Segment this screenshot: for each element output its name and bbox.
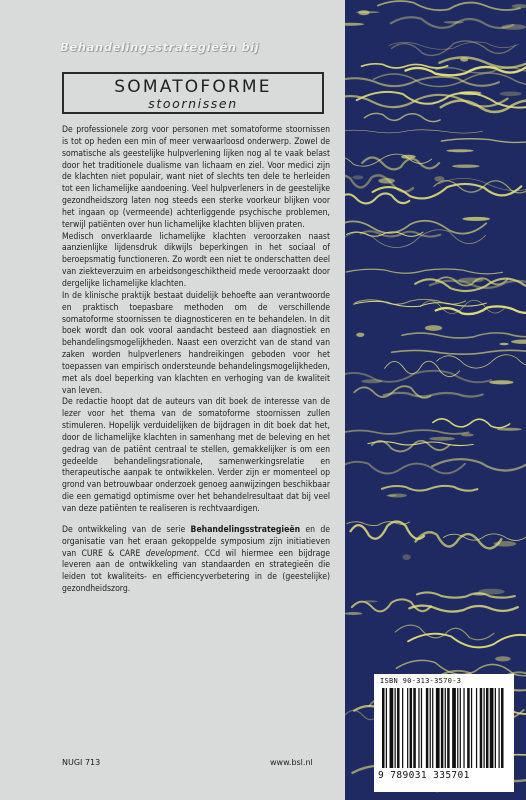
nugi-code: NUGI 713 <box>62 758 101 767</box>
title-box <box>62 72 324 114</box>
barcode-icon <box>382 688 506 770</box>
book-subtitle: stoornissen <box>148 96 238 111</box>
blurb-paragraph-5: De ontwikkeling van de serie Behandelingsstrategieën en de organisatie van het eraan gekoppelde symposium zijn initiatieven van CURE & CARE development. CCd wil hiermee een bijdrage leveren aan de ontwikkeling van standaarden en strategieën die leiden tot kwaliteits- en efficiencyverbetering in de (geestelijke) gezondheidszorg. <box>62 524 330 595</box>
development-word: development <box>145 548 197 559</box>
blurb-paragraph-1: De professionele zorg voor personen met somatoforme stoornissen is tot op heden een min of meer verwaarloosd onderwerp. Zowel de somatische als geestelijke hulpverlening lijken nog al te vaak belast door het traditionele dualisme van lichaam en ziel. Voor medici zijn de klachten niet populair, want niet of slechts ten dele te herleiden tot een lichamelijke aandoening. Veel hulpverleners in de geestelijke gezondheidszorg laten nog steeds een sterke voorkeur blijken voor het ingaan op (vermeende) achterliggende psychische problemen, terwijl patiënten over hun lichamelijke klachten blijven praten. <box>62 125 330 230</box>
blurb-paragraph-2: Medisch onverklaarde lichamelijke klachten veroorzaken naast aanzienlijke lijdensdruk dikwijls beperkingen in het sociaal of beroepsmatig functioneren. Zo wordt een niet te onderschatten deel van ziekteverzuim en arbeidsongeschiktheid mede veroorzaakt door dergelijke lichamelijke klachten. <box>62 231 330 289</box>
series-name: Behandelingsstrategieën <box>190 524 301 535</box>
blurb-text <box>62 125 330 596</box>
series-title: Behandelingsstrategieën bij <box>60 40 260 54</box>
isbn-number: ISBN 90-313-3570-3 <box>380 677 462 685</box>
publisher-website: www.bsl.nl <box>270 758 313 767</box>
book-title: SOMATOFORME <box>114 77 272 97</box>
blurb-paragraph-3: In de klinische praktijk bestaat duidelijk behoefte aan verantwoorde en praktisch toepasbare methoden om de verschillende somatoforme stoornissen te diagnosticeren en te behandelen. In dit boek wordt dan ook vooral aandacht besteed aan diagnostiek en behandelingsmogelijkheden. Naast een overzicht van de stand van zaken worden hulpverleners handreikingen geboden voor het toepassen van empirisch ondersteunde behandelingsmogelijkheden, met als doel beperking van klachten en verhoging van de kwaliteit van leven. <box>62 290 330 396</box>
blurb-paragraph-4: De redactie hoopt dat de auteurs van dit boek de interesse van de lezer voor het thema van de somatoforme stoornissen zullen stimuleren. Hopelijk verduidelijken de bijdragen in dit boek dat het, door de lichamelijke klachten in samenhang met de beleving en het gedrag van de patiënt centraal te stellen, gemakkelijker is om een gedeelde behandelingsrationale, samenwerkingsrelatie en therapeutische aanpak te ontwikkelen. Verder zijn er momenteel op grond van betrouwbaar onderzoek genoeg aanwijzingen beschikbaar die een gematigd optimisme over het behandelresultaat dat bij veel van deze patiënten te realiseren is rechtvaardigen. <box>62 397 330 514</box>
barcode-box <box>374 674 514 792</box>
barcode-digits: 9 789031 335701 <box>378 770 470 781</box>
